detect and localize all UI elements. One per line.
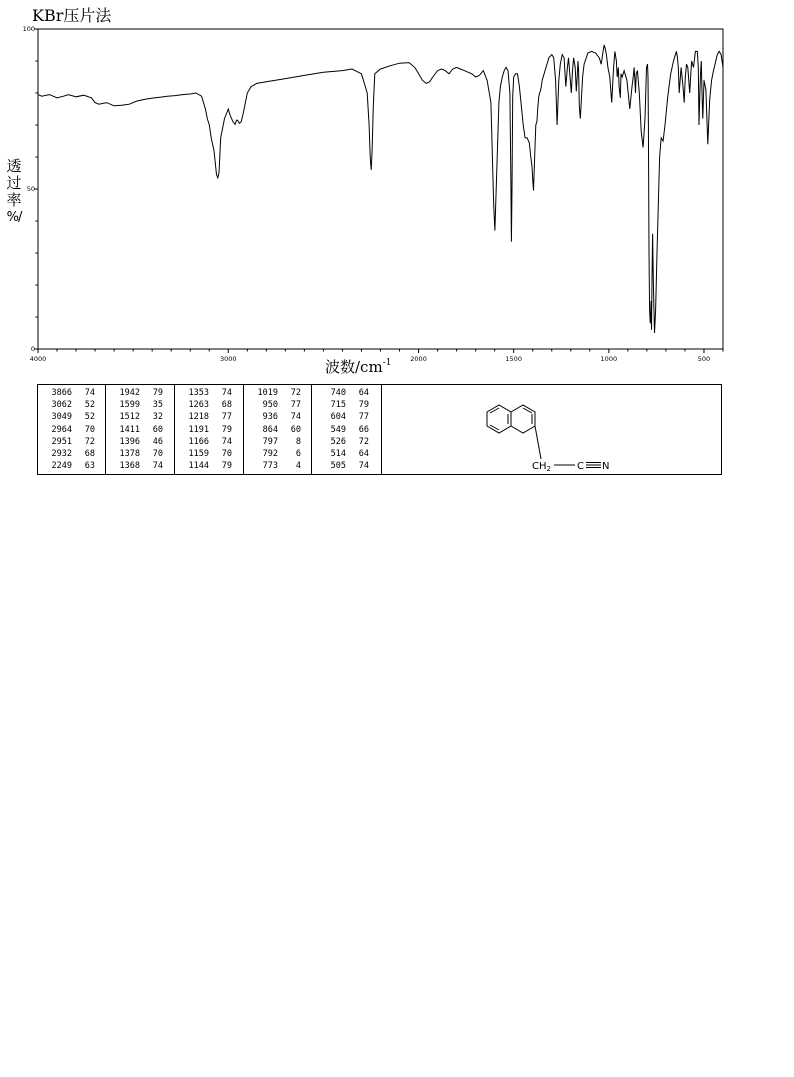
spectrum-line <box>38 45 723 333</box>
peak-wavenumber: 1263 <box>188 400 209 411</box>
carbon-label: C <box>577 461 584 472</box>
peak-row <box>106 399 174 411</box>
peak-wavenumber: 2249 <box>51 461 72 472</box>
peak-transmittance: 63 <box>84 461 95 472</box>
peak-transmittance: 52 <box>84 412 95 423</box>
peak-wavenumber: 2932 <box>51 448 72 459</box>
peak-wavenumber: 792 <box>262 448 278 459</box>
peak-row <box>175 460 243 472</box>
x-tick-label: 500 <box>697 355 711 363</box>
peak-row <box>244 387 311 399</box>
peak-transmittance: 79 <box>221 461 232 472</box>
peak-transmittance: 6 <box>295 448 301 459</box>
peak-wavenumber: 1599 <box>119 400 140 411</box>
y-tick-label: 100 <box>22 25 35 33</box>
peak-row <box>38 424 105 436</box>
peak-row <box>175 424 243 436</box>
peak-row <box>312 399 381 411</box>
peak-column <box>244 385 312 474</box>
peak-transmittance: 4 <box>295 461 301 472</box>
peak-row <box>244 424 311 436</box>
peak-row <box>106 448 174 460</box>
peak-row <box>312 411 381 423</box>
peak-transmittance: 79 <box>221 424 232 435</box>
peak-transmittance: 35 <box>152 400 163 411</box>
peak-transmittance: 64 <box>358 448 369 459</box>
peak-row <box>38 387 105 399</box>
peak-wavenumber: 1191 <box>188 424 209 435</box>
peak-transmittance: 74 <box>221 436 232 447</box>
peak-row <box>106 411 174 423</box>
plot-frame <box>38 29 723 349</box>
peak-transmittance: 68 <box>221 400 232 411</box>
peak-row <box>106 424 174 436</box>
peak-row <box>244 411 311 423</box>
peak-transmittance: 70 <box>221 448 232 459</box>
peak-row <box>175 448 243 460</box>
ir-spectrum-chart <box>0 0 794 380</box>
x-tick-label: 2000 <box>410 355 427 363</box>
peak-wavenumber: 1512 <box>119 412 140 423</box>
peak-row <box>244 460 311 472</box>
y-axis-label-char: 透 <box>6 157 22 175</box>
peak-transmittance: 79 <box>358 400 369 411</box>
peak-transmittance: 66 <box>358 424 369 435</box>
peak-row <box>106 387 174 399</box>
peak-transmittance: 32 <box>152 412 163 423</box>
peak-transmittance: 79 <box>152 388 163 398</box>
ring-substituent-bond <box>535 426 541 459</box>
peak-transmittance: 70 <box>152 448 163 459</box>
peak-row <box>244 399 311 411</box>
peak-transmittance: 68 <box>84 448 95 459</box>
peak-transmittance: 74 <box>290 412 301 423</box>
peak-wavenumber: 1218 <box>188 412 209 423</box>
x-axis-label-text: 波数/cm <box>325 358 383 376</box>
double-bond <box>490 408 499 413</box>
peak-wavenumber: 1378 <box>119 448 140 459</box>
peak-transmittance: 72 <box>358 436 369 447</box>
benzene-ring-right <box>511 405 535 433</box>
peak-transmittance: 46 <box>152 436 163 447</box>
peak-row <box>38 436 105 448</box>
peak-transmittance: 8 <box>295 436 301 447</box>
peak-column <box>106 385 175 474</box>
x-axis-label <box>325 358 391 376</box>
peak-wavenumber: 1411 <box>119 424 140 435</box>
peak-wavenumber: 1353 <box>188 388 209 398</box>
peak-wavenumber: 1144 <box>188 461 209 472</box>
peak-wavenumber: 3062 <box>51 400 72 411</box>
peak-wavenumber: 1159 <box>188 448 209 459</box>
peak-wavenumber: 3866 <box>51 388 72 398</box>
peak-row <box>175 436 243 448</box>
peak-row <box>38 411 105 423</box>
peak-wavenumber: 797 <box>262 436 278 447</box>
peak-row <box>175 399 243 411</box>
y-axis-label-char: 过 <box>6 174 22 192</box>
peak-wavenumber: 526 <box>330 436 346 447</box>
peak-row <box>312 460 381 472</box>
peak-row <box>38 399 105 411</box>
ch2-label: $CH_2$ <box>532 461 551 473</box>
peak-wavenumber: 773 <box>262 461 278 472</box>
peak-row <box>312 436 381 448</box>
peak-wavenumber: 505 <box>330 461 346 472</box>
x-tick-label: 4000 <box>29 355 47 363</box>
peak-transmittance: 60 <box>152 424 163 435</box>
nitrogen-label: N <box>602 461 610 472</box>
peak-wavenumber: 936 <box>262 412 278 423</box>
peak-transmittance: 70 <box>84 424 95 435</box>
peak-wavenumber: 950 <box>262 400 278 411</box>
peak-row <box>175 387 243 399</box>
x-tick-label: 3000 <box>220 355 237 363</box>
peak-row <box>312 424 381 436</box>
peak-transmittance: 74 <box>221 388 232 398</box>
y-tick-label: 0 <box>30 345 35 353</box>
peak-wavenumber: 1396 <box>119 436 140 447</box>
peak-wavenumber: 549 <box>330 424 346 435</box>
y-axis-unit: %/ <box>6 210 22 225</box>
peak-transmittance: 64 <box>358 388 369 398</box>
peak-wavenumber: 2951 <box>51 436 72 447</box>
peak-transmittance: 74 <box>152 461 163 472</box>
peak-wavenumber: 715 <box>330 400 346 411</box>
peak-wavenumber: 1019 <box>257 388 278 398</box>
peak-row <box>312 387 381 399</box>
peak-transmittance: 60 <box>290 424 301 435</box>
peak-wavenumber: 740 <box>330 388 346 398</box>
benzene-ring-left <box>487 405 511 433</box>
peak-transmittance: 74 <box>358 461 369 472</box>
peak-transmittance: 77 <box>221 412 232 423</box>
peak-wavenumber: 864 <box>262 424 278 435</box>
method-label: KBr压片法 <box>32 6 112 25</box>
peak-column <box>312 385 382 474</box>
peak-row <box>175 411 243 423</box>
peak-wavenumber: 1942 <box>119 388 140 398</box>
peak-transmittance: 77 <box>290 400 301 411</box>
double-bond <box>523 408 532 413</box>
double-bond <box>490 425 499 430</box>
peak-transmittance: 72 <box>84 436 95 447</box>
peak-row <box>38 448 105 460</box>
x-axis-label-superscript: -1 <box>382 358 392 368</box>
peak-transmittance: 52 <box>84 400 95 411</box>
peak-row <box>244 436 311 448</box>
peak-transmittance: 77 <box>358 412 369 423</box>
peak-row <box>106 460 174 472</box>
y-tick-label: 50 <box>26 185 35 193</box>
peak-wavenumber: 514 <box>330 448 346 459</box>
structure-diagram <box>381 384 722 475</box>
peak-wavenumber: 3049 <box>51 412 72 423</box>
peak-column <box>38 385 106 474</box>
peak-transmittance: 72 <box>290 388 301 398</box>
x-tick-label: 1000 <box>600 355 618 363</box>
peak-row <box>312 448 381 460</box>
peak-wavenumber: 1166 <box>188 436 209 447</box>
peak-wavenumber: 604 <box>330 412 346 423</box>
peak-wavenumber: 2964 <box>51 424 72 435</box>
peak-column <box>175 385 244 474</box>
peak-row <box>244 448 311 460</box>
x-tick-label: 1500 <box>505 355 522 363</box>
peak-row <box>38 460 105 472</box>
y-axis-label-char: 率 <box>6 191 22 209</box>
peak-wavenumber: 1368 <box>119 461 140 472</box>
axis-ticks <box>23 25 723 363</box>
peak-row <box>106 436 174 448</box>
peak-transmittance: 74 <box>84 388 95 398</box>
